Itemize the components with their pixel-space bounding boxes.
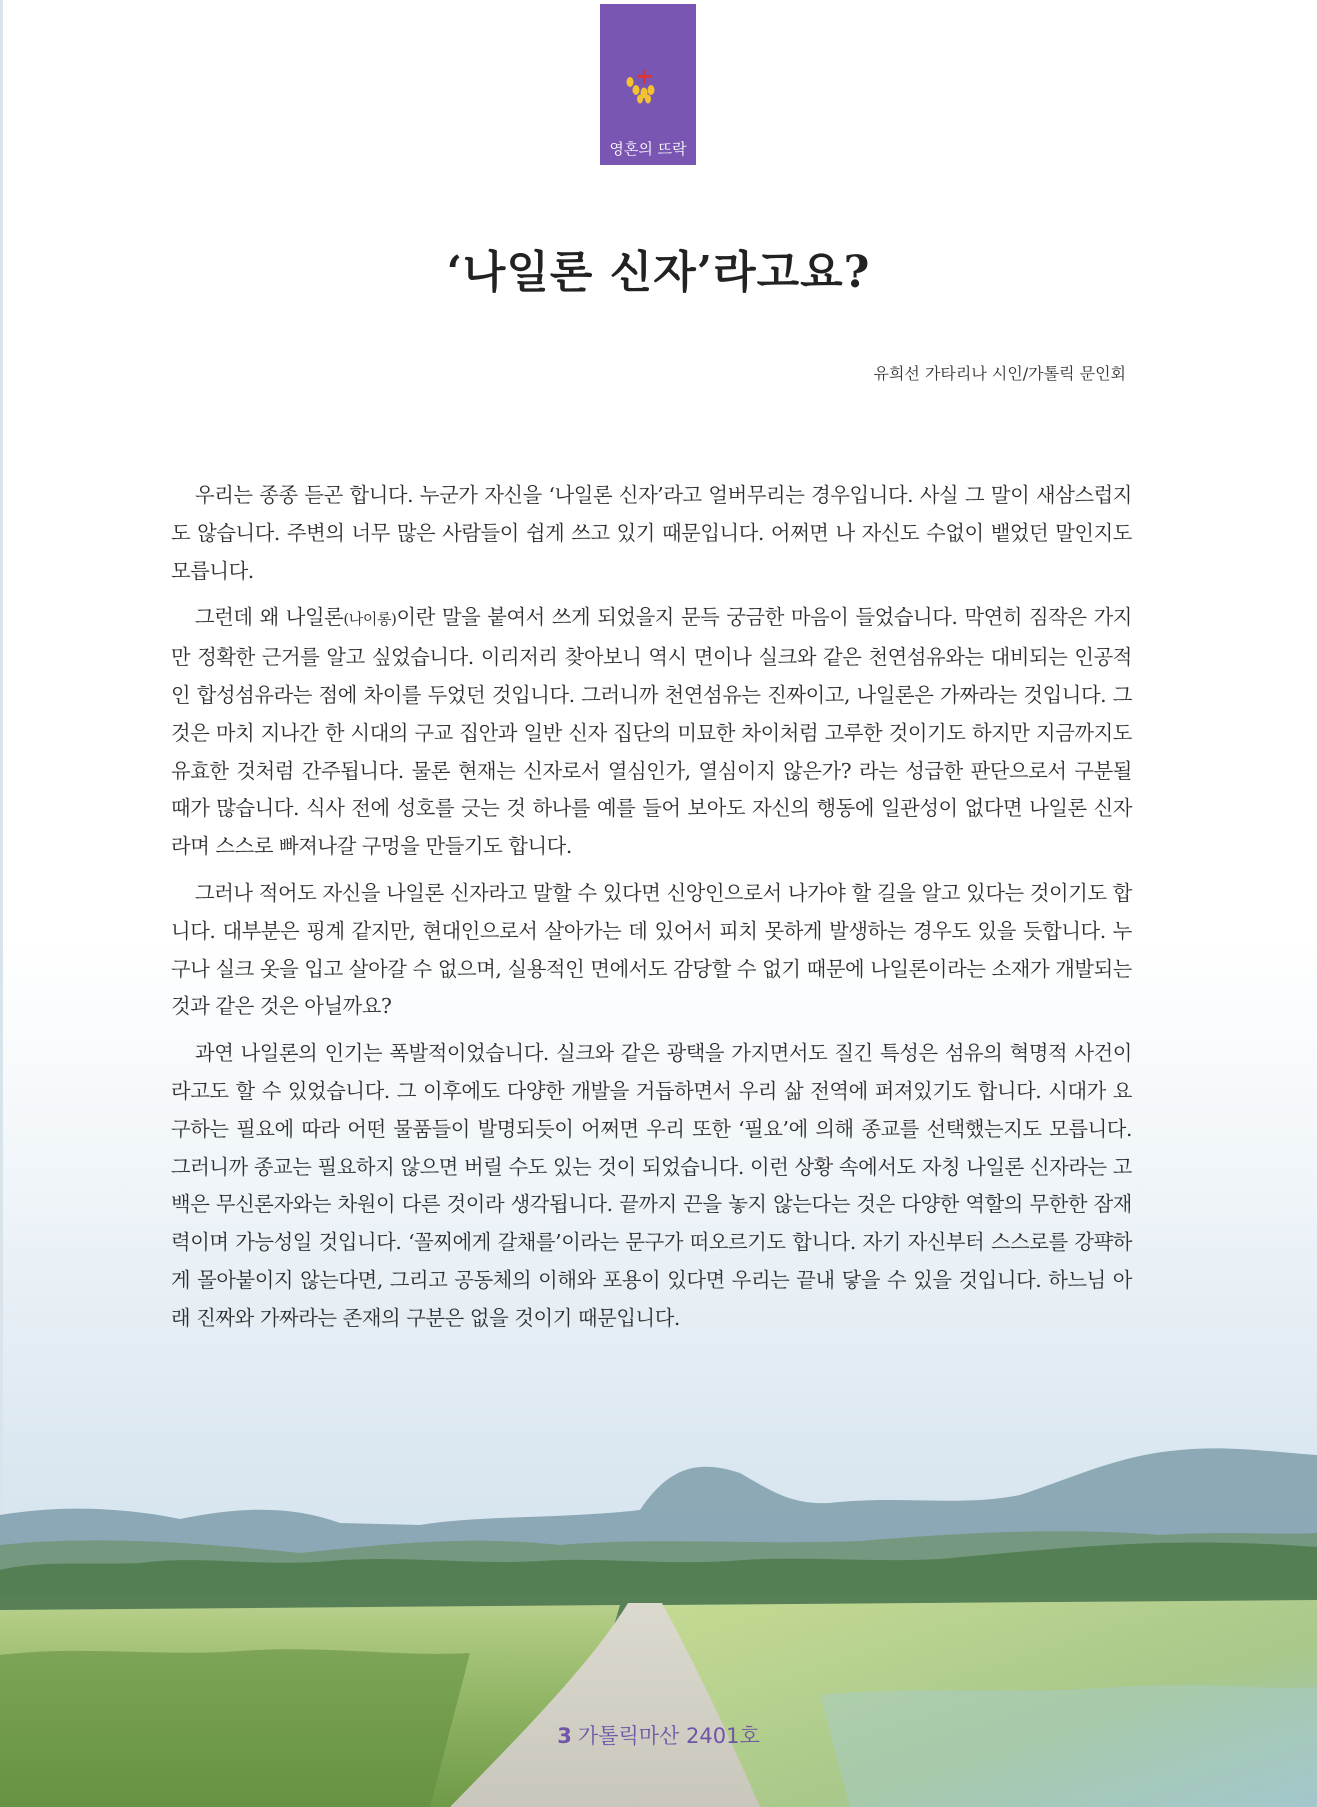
author-byline: 유희선 가타리나 시인/가톨릭 문인회 <box>873 364 1126 383</box>
page-footer <box>0 1720 1317 1750</box>
page-number: 3 <box>557 1724 572 1748</box>
article-body <box>171 477 1132 1347</box>
section-label: 영혼의 뜨락 <box>609 140 687 158</box>
grain-cross-icon <box>622 68 672 118</box>
publication-issue: 가톨릭마산 2401호 <box>577 1724 760 1748</box>
paragraph-1: 우리는 종종 듣곤 합니다. 누군가 자신을 ‘나일론 신자’라고 얼버무리는 경우입니다. 사실 그 말이 새삼스럽지도 않습니다. 주변의 너무 많은 사람들이 쉽게 쓰고 있기 때문입니다. 어쩌면 나 자신도 수없이 뱉었던 말인지도 모릅니다. <box>171 483 1132 583</box>
paragraph-2: 그런데 왜 나일론(나이롱)이란 말을 붙여서 쓰게 되었을지 문득 궁금한 마음이 들었습니다. 막연히 짐작은 가지만 정확한 근거를 알고 싶었습니다. 이리저리 찾아보니 역시 면이나 실크와 같은 천연섬유와는 대비되는 인공적인 합성섬유라는 점에 차이를 두었던 것입니다. 그러니까 천연섬유는 진짜이고, 나일론은 가짜라는 것입니다. 그것은 마치 지나간 한 시대의 구교 집안과 일반 신자 집단의 미묘한 차이처럼 고루한 것이기도 하지만 지금까지도 유효한 것처럼 간주됩니다. 물론 현재는 신자로서 열심인가, 열심이지 않은가? 라는 성급한 판단으로서 구분될 때가 많습니다. 식사 전에 성호를 긋는 것 하나를 예를 들어 보아도 자신의 행동에 일관성이 없다면 나일론 신자라며 스스로 빠져나갈 구멍을 만들기도 합니다. <box>171 605 1132 859</box>
article-title: ‘나일론 신자’라고요? <box>446 247 871 298</box>
paragraph-3: 그러나 적어도 자신을 나일론 신자라고 말할 수 있다면 신앙인으로서 나가야 할 길을 알고 있다는 것이기도 합니다. 대부분은 핑계 같지만, 현대인으로서 살아가는 데 있어서 피치 못하게 발생하는 경우도 있을 듯합니다. 누구나 실크 옷을 입고 살아갈 수 없으며, 실용적인 면에서도 감당할 수 없기 때문에 나일론이라는 소재가 개발되는 것과 같은 것은 아닐까요? <box>171 880 1132 1019</box>
section-badge <box>600 4 696 165</box>
reading-note: (나이롱) <box>343 610 397 629</box>
paragraph-4: 과연 나일론의 인기는 폭발적이었습니다. 실크와 같은 광택을 가지면서도 질긴 특성은 섬유의 혁명적 사건이라고도 할 수 있었습니다. 그 이후에도 다양한 개발을 거듭하면서 우리 삶 전역에 퍼져있기도 합니다. 시대가 요구하는 필요에 따라 어떤 물품들이 발명되듯이 어쩌면 우리 또한 ‘필요’에 의해 종교를 선택했는지도 모릅니다. 그러니까 종교는 필요하지 않으면 버릴 수도 있는 것이 되었습니다. 이런 상황 속에서도 자칭 나일론 신자라는 고백은 무신론자와는 차원이 다른 것이라 생각됩니다. 끝까지 끈을 놓지 않는다는 것은 다양한 역할의 무한한 잠재력이며 가능성일 것입니다. ‘꼴찌에게 갈채를’이라는 문구가 떠오르기도 합니다. 자기 자신부터 스스로를 강퍅하게 몰아붙이지 않는다면, 그리고 공동체의 이해와 포용이 있다면 우리는 끝내 닿을 수 있을 것입니다. 하느님 아래 진짜와 가짜라는 존재의 구분은 없을 것이기 때문입니다. <box>171 1041 1132 1330</box>
